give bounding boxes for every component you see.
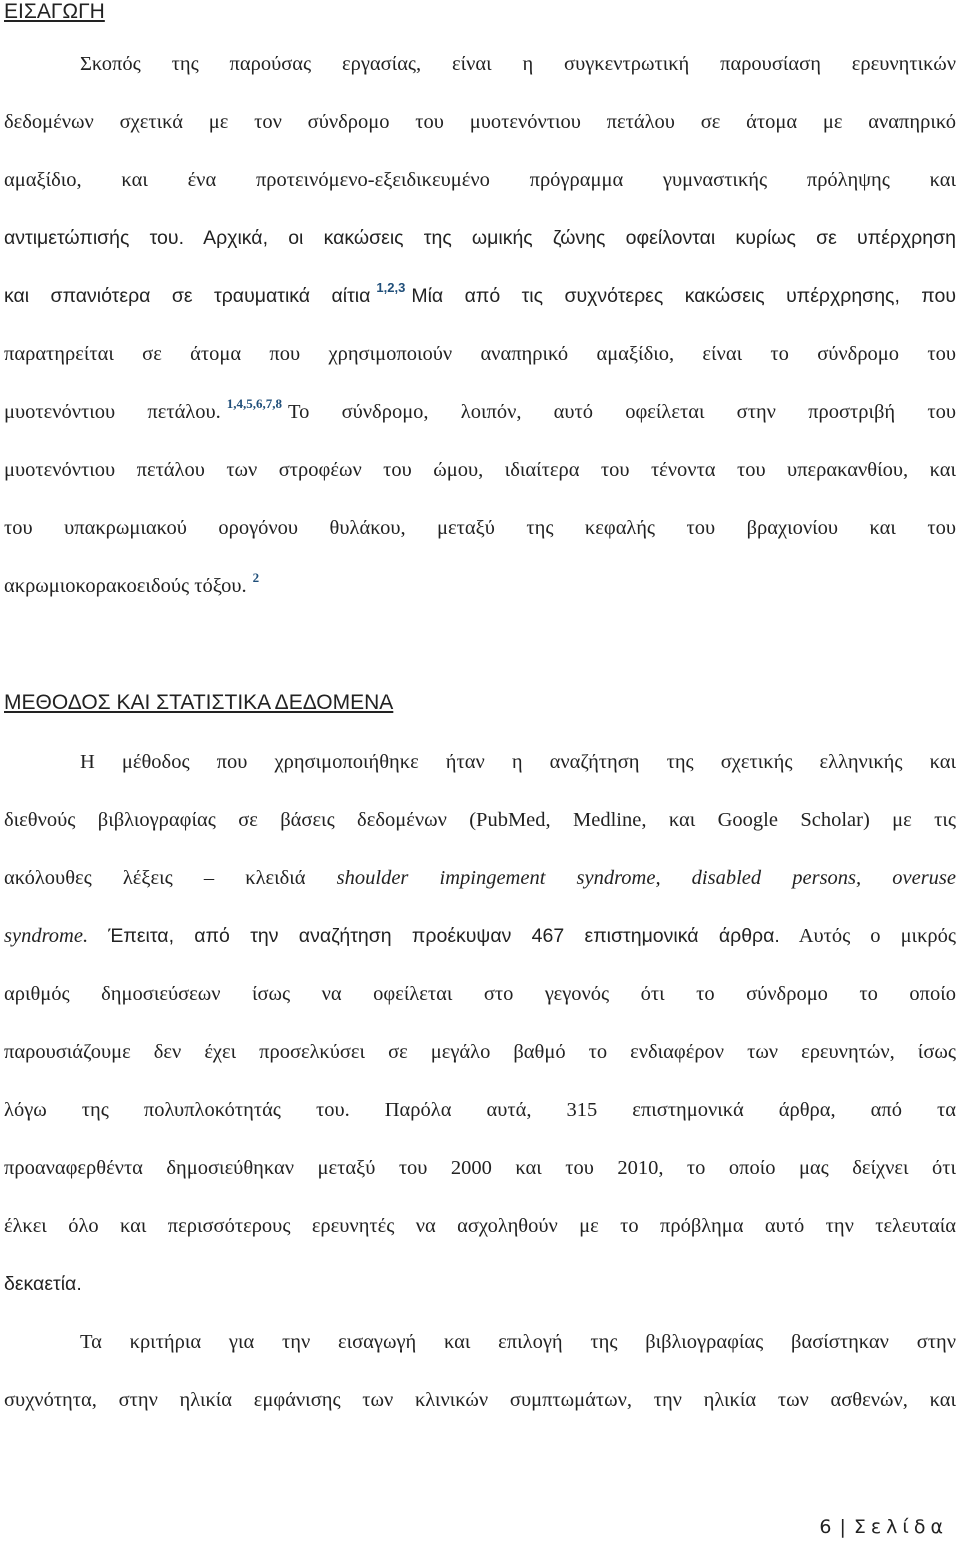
intro-line-10 — [4, 570, 956, 599]
page-number: 6 — [819, 1516, 832, 1538]
methods-line-6: παρουσιάζουμε δεν έχει προσελκύσει σε μεγάλο βαθμό το ενδιαφέρον των ερευνητών, ίσως — [4, 1041, 956, 1063]
intro-line-5-a: και σπανιότερα σε τραυματικά αίτια — [4, 285, 371, 307]
intro-line-8: μυοτενόντιου πετάλου των στροφέων του ώμου, ιδιαίτερα του τένοντα του υπερακανθίου, και — [4, 459, 956, 481]
methods-line-12: συχνότητα, στην ηλικία εμφάνισης των κλινικών συμπτωμάτων, την ηλικία των ασθενών, και — [4, 1389, 956, 1411]
intro-line-9: του υπακρωμιακού ορογόνου θυλάκου, μεταξύ της κεφαλής του βραχιονίου και του — [4, 517, 956, 539]
intro-line-4 — [4, 225, 956, 251]
citation-ref: 1,4,5,6,7,8 — [226, 396, 283, 411]
intro-line-2: δεδομένων σχετικά με τον σύνδρομο του μυοτενόντιου πετάλου σε άτομα με αναπηρικό — [4, 111, 956, 133]
intro-line-5 — [4, 280, 956, 309]
methods-heading: ΜΕΘΟΔΟΣ ΚΑΙ ΣΤΑΤΙΣΤΙΚΑ ΔΕΔΟΜΕΝΑ — [4, 691, 394, 714]
intro-line-7-b: Το σύνδρομο, λοιπόν, αυτό οφείλεται στην προστριβή του — [288, 401, 956, 423]
citation-ref: 1,2,3 — [376, 280, 406, 295]
page-footer — [819, 1515, 948, 1539]
methods-line-11: Τα κριτήρια για την εισαγωγή και επιλογή της βιβλιογραφίας βασίστηκαν στην — [80, 1331, 956, 1353]
methods-line-7: λόγω της πολυπλοκότητάς του. Παρόλα αυτά, 315 επιστημονικά άρθρα, από τα — [4, 1099, 956, 1121]
methods-line-3 — [4, 865, 956, 891]
intro-line-7-a: μυοτενόντιου πετάλου. — [4, 401, 221, 423]
page-word: Σελίδα — [853, 1516, 948, 1538]
intro-line-7 — [4, 396, 956, 425]
methods-line-1: Η μέθοδος που χρησιμοποιήθηκε ήταν η αναζήτηση της σχετικής ελληνικής και — [80, 751, 956, 773]
methods-line-9: έλκει όλο και περισσότερους ερευνητές να ασχοληθούν με το πρόβλημα αυτό την τελευταία — [4, 1215, 956, 1237]
methods-line-4-b: Έπειτα, από την αναζήτηση προέκυψαν 467 επιστημονικά άρθρα. — [108, 925, 780, 947]
intro-line-6: παρατηρείται σε άτομα που χρησιμοποιούν αναπηρικό αμαξίδιο, είναι το σύνδρομο του — [4, 343, 956, 365]
methods-line-10: δεκαετία. — [4, 1273, 82, 1295]
intro-line-4-text: αντιμετώπισής του. Αρχικά, οι κακώσεις της ωμικής ζώνης οφείλονται κυρίως σε υπέρχρηση — [4, 227, 956, 249]
methods-line-8: προαναφερθέντα δημοσιεύθηκαν μεταξύ του 2000 και του 2010, το οποίο μας δείχνει ότι — [4, 1157, 956, 1179]
intro-line-1: Σκοπός της παρούσας εργασίας, είναι η συγκεντρωτική παρουσίαση ερευνητικών — [80, 53, 956, 75]
keywords-italic-end: syndrome. — [4, 925, 89, 947]
intro-line-10-a: ακρωμιοκορακοειδούς τόξου. — [4, 575, 247, 597]
intro-heading: ΕΙΣΑΓΩΓΗ — [4, 0, 105, 23]
methods-line-4-c: Αυτός ο μικρός — [798, 925, 957, 947]
citation-ref: 2 — [252, 570, 260, 585]
methods-line-5: αριθμός δημοσιεύσεων ίσως να οφείλεται στο γεγονός ότι το σύνδρομο το οποίο — [4, 983, 956, 1005]
footer-separator: | — [839, 1516, 846, 1538]
methods-line-3-a: ακόλουθες λέξεις – κλειδιά — [4, 867, 306, 889]
intro-line-3: αμαξίδιο, και ένα προτεινόμενο-εξειδικευμένο πρόγραμμα γυμναστικής πρόληψης και — [4, 169, 956, 191]
keywords-italic: shoulder impingement syndrome, disabled persons, overuse — [336, 867, 957, 889]
methods-line-4 — [4, 923, 956, 949]
intro-line-5-b: Μία από τις συχνότερες κακώσεις υπέρχρησης, που — [411, 285, 956, 307]
methods-line-2: διεθνούς βιβλιογραφίας σε βάσεις δεδομένων (PubMed, Medline, και Google Scholar) με τις — [4, 809, 956, 831]
